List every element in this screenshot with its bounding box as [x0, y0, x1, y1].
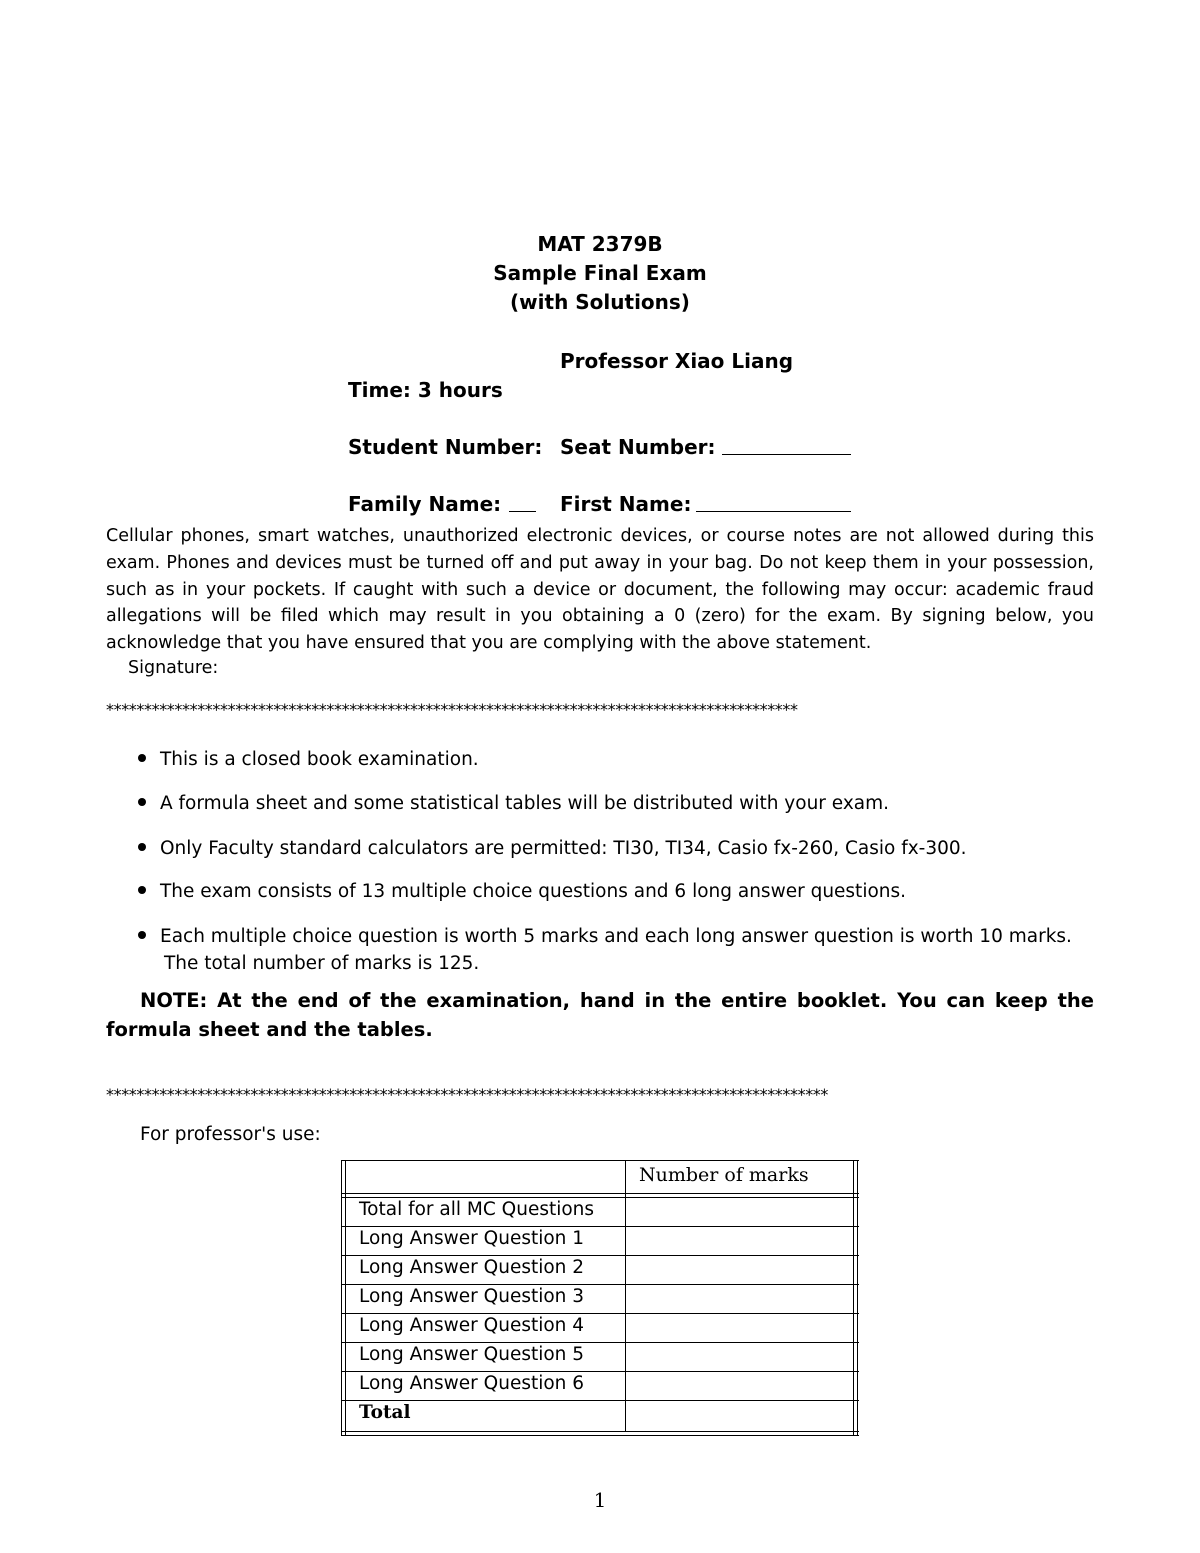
table-row-label: Long Answer Question 1 — [359, 1228, 585, 1249]
family-name-label: Family Name: — [348, 492, 502, 516]
bullet-icon — [138, 886, 146, 894]
table-header: Number of marks — [639, 1164, 809, 1186]
family-name-field[interactable] — [509, 511, 536, 512]
instruction-item: This is a closed book examination. — [138, 746, 479, 774]
table-row-label: Long Answer Question 6 — [359, 1373, 585, 1394]
table-row-label: Total for all MC Questions — [359, 1199, 595, 1220]
seat-number-field[interactable] — [722, 454, 851, 455]
instruction-continuation: The total number of marks is 125. — [164, 953, 480, 974]
exam-title: Sample Final Exam — [493, 261, 707, 285]
signature-label: Signature: — [128, 658, 219, 678]
instruction-item: Only Faculty standard calculators are permitted: TI30, TI34, Casio fx-260, Casio fx-300. — [138, 835, 967, 863]
table-row-label: Long Answer Question 5 — [359, 1344, 585, 1365]
seat-number-label: Seat Number: — [560, 435, 716, 459]
course-code: MAT 2379B — [537, 232, 663, 256]
exam-subtitle: (with Solutions) — [510, 290, 690, 314]
professor-use-label: For professor's use: — [140, 1124, 321, 1145]
bullet-icon — [138, 798, 146, 806]
page-number: 1 — [593, 1488, 607, 1512]
table-row-label: Long Answer Question 4 — [359, 1315, 585, 1336]
professor-name: Professor Xiao Liang — [560, 349, 794, 373]
table-row-label: Long Answer Question 2 — [359, 1257, 585, 1278]
final-note: NOTE: At the end of the examination, hand in the entire booklet. You can keep the formula sheet and the tables. — [106, 989, 1094, 1041]
separator-top: ******************************************************************************************* — [106, 700, 798, 719]
bullet-icon — [138, 843, 146, 851]
table-row-label: Long Answer Question 3 — [359, 1286, 585, 1307]
device-policy-notice: Cellular phones, smart watches, unauthorized electronic devices, or course notes are not allowed during this exam. Phones and devices must be turned off and put away in your bag. Do not keep them in your possession, such as in your pockets. If caught with such a device or document, the following may occur: academic fraud allegations will be filed which may result in you obtaining a 0 (zero) for the exam. By signing below, you acknowledge that you have ensured that you are complying with the above statement. — [106, 526, 1094, 654]
first-name-field[interactable] — [696, 511, 851, 512]
time-label: Time: 3 hours — [348, 378, 503, 402]
table-row-total: Total — [359, 1402, 411, 1423]
bullet-icon — [138, 931, 146, 939]
bullet-icon — [138, 754, 146, 762]
student-number-label: Student Number: — [348, 435, 543, 459]
instruction-item: The exam consists of 13 multiple choice questions and 6 long answer questions. — [138, 878, 906, 906]
separator-bottom: *********************************************************************************************** — [106, 1085, 829, 1104]
instruction-item: Each multiple choice question is worth 5 marks and each long answer question is worth 10 marks. — [138, 923, 1072, 951]
first-name-label: First Name: — [560, 492, 692, 516]
instruction-item: A formula sheet and some statistical tables will be distributed with your exam. — [138, 790, 889, 818]
